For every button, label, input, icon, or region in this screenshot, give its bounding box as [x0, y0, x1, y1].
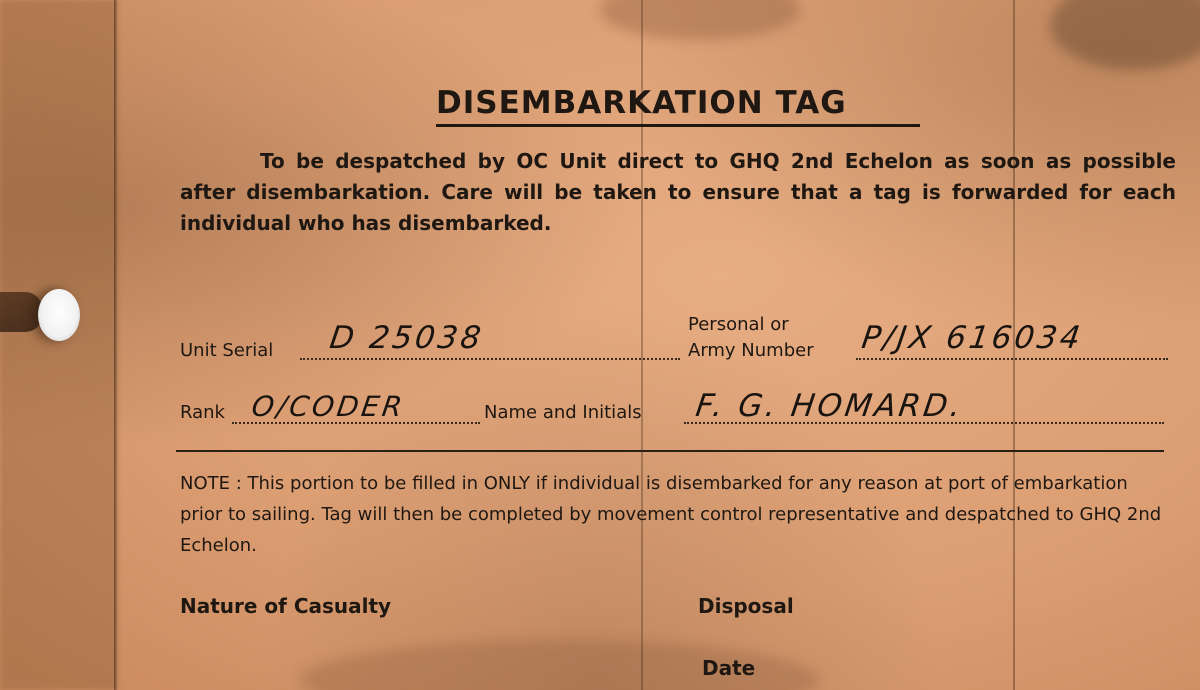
- name-value: F. G. HOMARD.: [693, 388, 966, 424]
- unit-serial-dotline: [300, 358, 680, 360]
- personal-number-label-line2: Army Number: [688, 340, 814, 361]
- stain-top-mid: [600, 0, 800, 40]
- eyelet-hole: [38, 289, 80, 341]
- rank-label: Rank: [180, 402, 225, 423]
- disposal-label: Disposal: [698, 594, 794, 618]
- personal-number-label-line1: Personal or: [688, 314, 789, 335]
- rank-value: O/CODER: [249, 390, 408, 423]
- stain-top-right: [1050, 0, 1200, 70]
- note-paragraph: NOTE : This portion to be filled in ONLY if individual is disembarked for any reason at port of embarkation prior to sailing. Tag will then be completed by movement control representative and despatched to GHQ 2nd Echelon.: [180, 473, 1162, 556]
- tag-string: [0, 292, 42, 332]
- unit-serial-label: Unit Serial: [180, 340, 274, 361]
- instructions-paragraph: To be despatched by OC Unit direct to GHQ 2nd Echelon as soon as possible after disembarkation. Care will be taken to ensure that a tag is forwarded for each individual who has disembarked.: [180, 149, 1176, 235]
- stain-left: [0, 0, 118, 690]
- left-fold-crease: [114, 0, 117, 690]
- unit-serial-value: D 25038: [327, 320, 486, 356]
- date-label: Date: [702, 656, 756, 680]
- name-label: Name and Initials: [484, 402, 642, 423]
- separator-rule: [176, 450, 1164, 452]
- nature-of-casualty-label: Nature of Casualty: [180, 594, 392, 618]
- tag-title: DISEMBARKATION TAG: [436, 84, 920, 127]
- personal-number-dotline: [856, 358, 1168, 360]
- personal-number-value: P/JX 616034: [859, 320, 1086, 356]
